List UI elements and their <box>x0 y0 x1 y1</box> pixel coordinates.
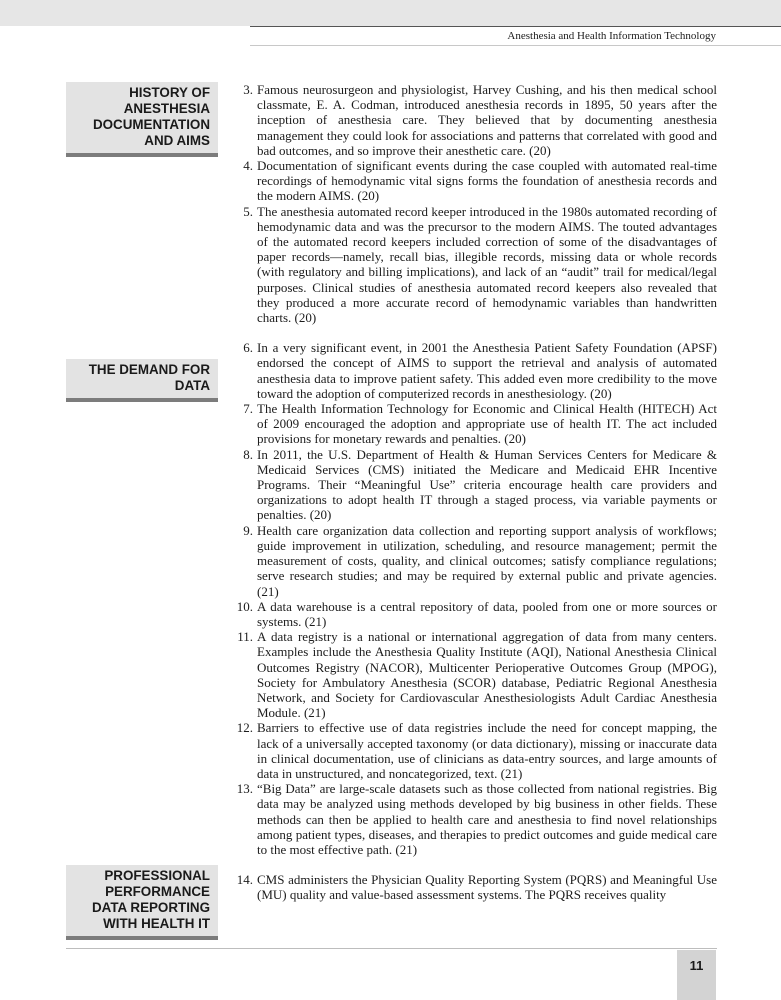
running-head <box>250 26 781 46</box>
running-title: Anesthesia and Health Information Technology <box>507 30 716 42</box>
list-item-number: 11. <box>237 629 253 645</box>
list-item <box>233 204 717 326</box>
list-item-text: “Big Data” are large-scale datasets such as those collected from national registries. Big data may be analyzed using methods developed by big business in other fields. These methods can then be applied to health care and anesthesia to find novel relationships among patient types, diseases, and therapies to predict outcomes and guide medical care to the most effective path. (21) <box>257 781 717 857</box>
sidebar-heading-demand-for-data: THE DEMAND FOR DATA <box>66 359 218 402</box>
list-item <box>233 158 717 204</box>
page-number: 11 <box>689 958 704 973</box>
list-item-text: Health care organization data collection and reporting support analysis of workflows; guide improvement in utilization, scheduling, and resource management; permit the measurement of costs, quality, and clinical outcomes; satisfy compliance regulations; serve research studies; and may be required by external public and private agencies. (21) <box>257 522 717 599</box>
list-item-number: 7. <box>243 401 253 417</box>
list-item-number: 4. <box>243 158 253 174</box>
list-item <box>233 401 717 447</box>
list-item-text: In 2011, the U.S. Department of Health & Human Services Centers for Medicare & Medicaid Services (CMS) initiated the Medicare and Medicaid EHR Incentive Programs. Their “Meaningful Use” criteria encourage health care providers and organizations to adopt health IT through a staged process, via variable payments or penalties. (20) <box>257 446 717 523</box>
list-item-text: The Health Information Technology for Economic and Clinical Health (HITECH) Act of 2009 encouraged the adoption and appropriate use of health IT. The act included provisions for monetary rewards and penalties. (20) <box>257 401 717 447</box>
list-item-text: Documentation of significant events during the case coupled with automated real-time recordings of hemodynamic vital signs forms the foundation of anesthesia records and the modern AIMS. (20) <box>257 158 717 204</box>
list-item <box>233 447 717 523</box>
list-item-number: 9. <box>243 522 253 538</box>
list-item <box>233 82 717 158</box>
list-item-number: 6. <box>243 340 253 356</box>
sidebar-heading-professional-performance: PROFESSIONAL PERFORMANCE DATA REPORTING WITH HEALTH IT <box>66 865 218 940</box>
list-item-text: Barriers to effective use of data registries include the need for concept mapping, the lack of a universally accepted taxonomy (or data dictionary), missing or inaccurate data in clinical documentation, use of clinicians as data-entry sources, and large amounts of data in unstructured, and noncategorized, text. (21) <box>257 720 717 781</box>
list-item <box>233 599 717 629</box>
page-number-tab <box>677 950 716 1000</box>
list-item-number: 13. <box>236 781 253 797</box>
list-item-text: The anesthesia automated record keeper introduced in the 1980s automated recording of hemodynamic data and was the precursor to the modern AIMS. The touted advantages of the automated record keepers included correction of some of the disadvantages of paper records—namely, recall bias, illegible records, missing data or whole records (with regulatory and billing implications), and lack of an “audit” trail for medical/legal purposes. Clinical studies of anesthesia automated record keepers also revealed that they produced a more accurate record of hemodynamic variables than handwritten charts. (20) <box>257 203 717 326</box>
numbered-list <box>233 82 717 903</box>
list-item-number: 3. <box>243 82 253 97</box>
list-item-number: 8. <box>243 446 253 462</box>
list-item <box>233 872 717 902</box>
list-item <box>233 720 717 781</box>
list-item-text: A data warehouse is a central repository of data, pooled from one or more sources or systems. (21) <box>257 598 717 629</box>
list-item-text: In a very significant event, in 2001 the Anesthesia Patient Safety Foundation (APSF) endorsed the concept of AIMS to support the retrieval and analysis of automated anesthesia data to improve patient safety. This added even more credibility to the move toward the adoption of computerized records in anesthesiology. (20) <box>257 340 717 401</box>
list-item-number: 5. <box>243 203 253 219</box>
list-item <box>233 629 717 720</box>
sidebar-heading-history: HISTORY OF ANESTHESIA DOCUMENTATION AND AIMS <box>66 82 218 157</box>
list-item-number: 10. <box>236 598 253 614</box>
list-item-number: 14. <box>236 872 253 888</box>
list-item <box>233 340 717 401</box>
list-item-text: CMS administers the Physician Quality Reporting System (PQRS) and Meaningful Use (MU) quality and value-based assessment systems. The PQRS receives quality <box>257 872 717 903</box>
list-item-text: Famous neurosurgeon and physiologist, Harvey Cushing, and his then medical school classmate, E. A. Codman, introduced anesthesia records in 1895, 50 years after the inception of anesthesia care. They believed that by documenting anesthesia management they could look for associations and patterns that correlated with good and bad outcomes, and so improve their anesthetic care. (20) <box>257 82 717 158</box>
list-item <box>233 781 717 857</box>
list-item <box>233 523 717 599</box>
bottom-rule <box>66 948 717 949</box>
list-item-number: 12. <box>236 720 253 736</box>
top-band <box>0 0 781 26</box>
list-item-text: A data registry is a national or international aggregation of data from many centers. Examples include the Anesthesia Quality Institute (AQI), National Anesthesia Clinical Outcomes Registry (NACOR), Multicenter Perioperative Outcomes Group (MPOG), Society for Ambulatory Anesthesia (SCOR) database, Pediatric Regional Anesthesia Network, and Society for Cardiovascular Anesthesiologists Adult Cardiac Anesthesia Module. (21) <box>257 629 717 721</box>
